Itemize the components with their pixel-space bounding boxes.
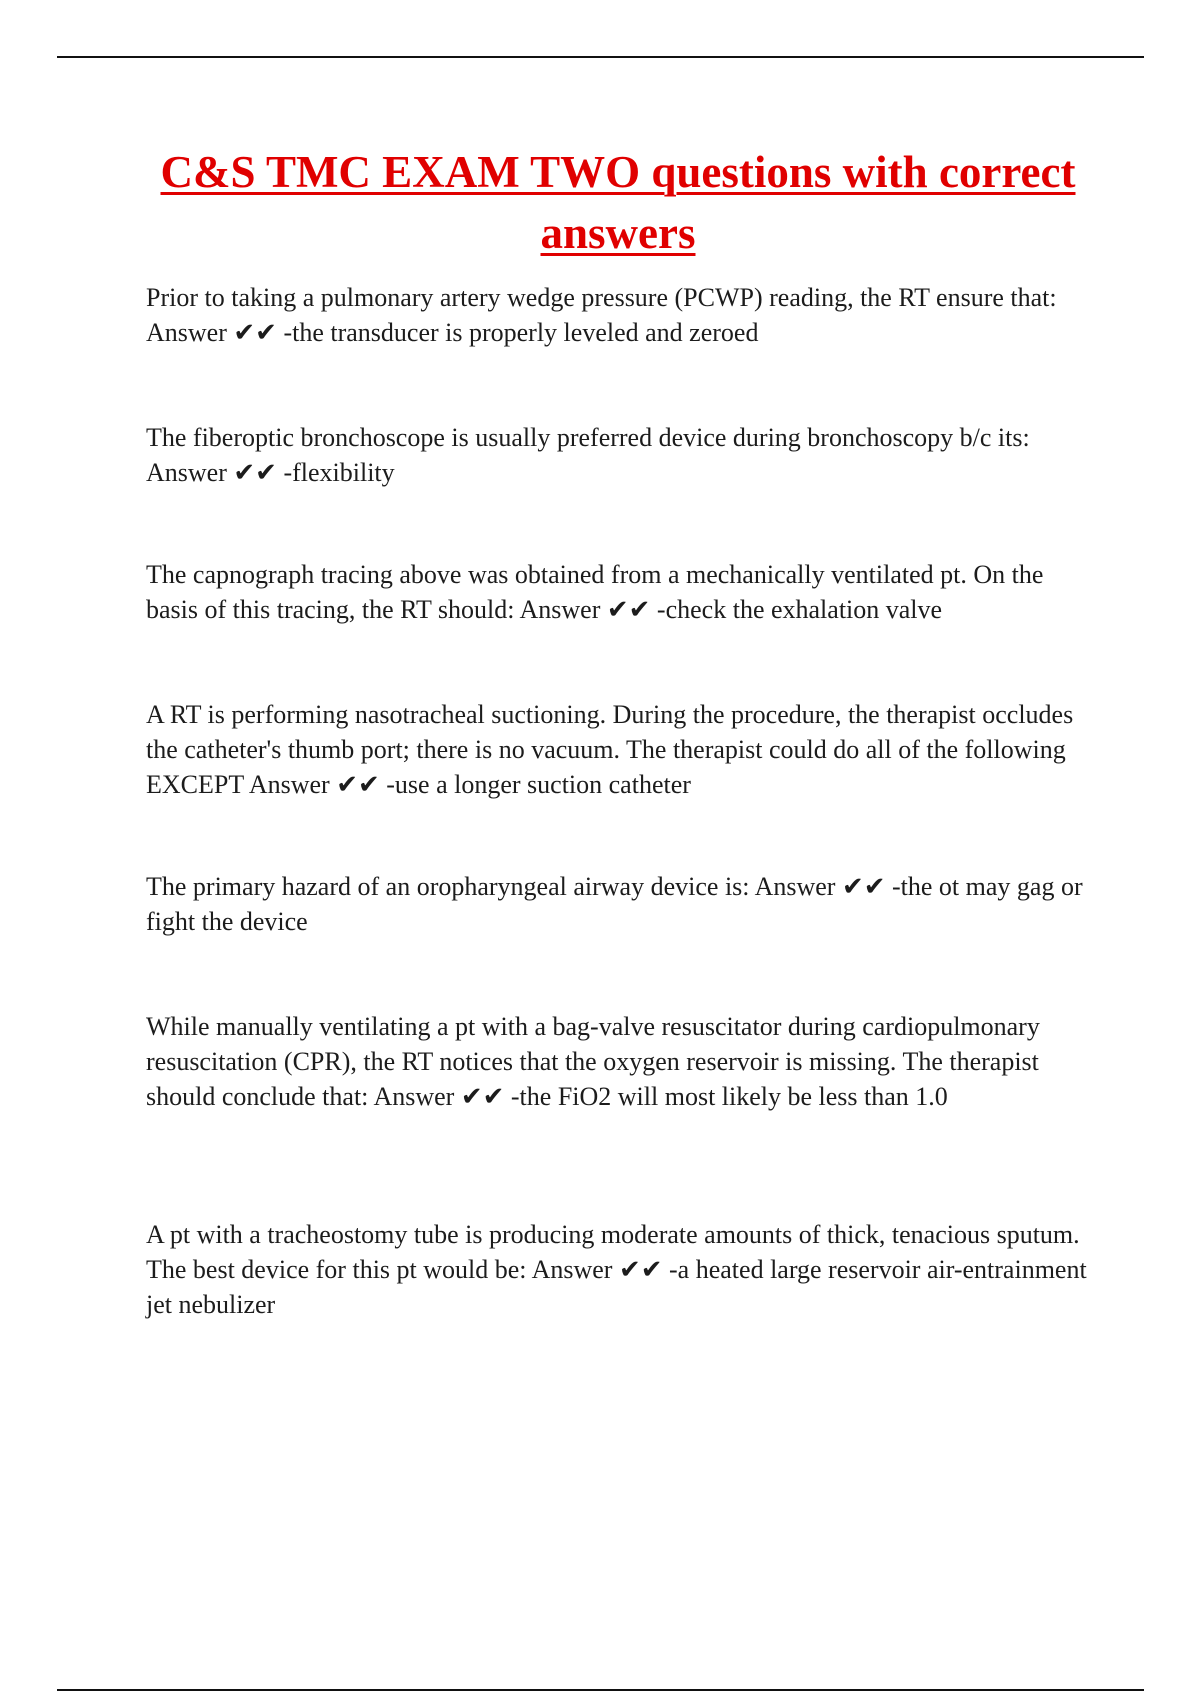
qa-item-2: The fiberoptic bronchoscope is usually preferred device during bronchoscopy b/c its: Answer ✔✔ -flexibility (146, 423, 1030, 487)
qa-item-4: A RT is performing nasotracheal suctioning. During the procedure, the therapist occludes the catheter's thumb port; there is no vacuum. The therapist could do all of the following EXCEPT Answer ✔✔ -use a longer suction catheter (146, 700, 1074, 799)
qa-item-3: The capnograph tracing above was obtained from a mechanically ventilated pt. On the basis of this tracing, the RT should: Answer ✔✔ -check the exhalation valve (146, 560, 1044, 624)
qa-item-5: The primary hazard of an oropharyngeal airway device is: Answer ✔✔ -the ot may gag or fight the device (146, 872, 1083, 936)
qa-item-7: A pt with a tracheostomy tube is producing moderate amounts of thick, tenacious sputum. The best device for this pt would be: Answer ✔✔ -a heated large reservoir air-entrainment jet nebulizer (146, 1220, 1087, 1319)
qa-item-6: While manually ventilating a pt with a bag-valve resuscitator during cardiopulmonary resuscitation (CPR), the RT notices that the oxygen reservoir is missing. The therapist should conclude that: Answer ✔✔ -the FiO2 will most likely be less than 1.0 (146, 1012, 1040, 1111)
header-rule (57, 56, 1144, 58)
qa-item-1: Prior to taking a pulmonary artery wedge pressure (PCWP) reading, the RT ensure that: Answer ✔✔ -the transducer is properly leveled and zeroed (146, 283, 1057, 347)
document-title: C&S TMC EXAM TWO questions with correct answers (160, 147, 1076, 258)
footer-rule (57, 1689, 1144, 1691)
